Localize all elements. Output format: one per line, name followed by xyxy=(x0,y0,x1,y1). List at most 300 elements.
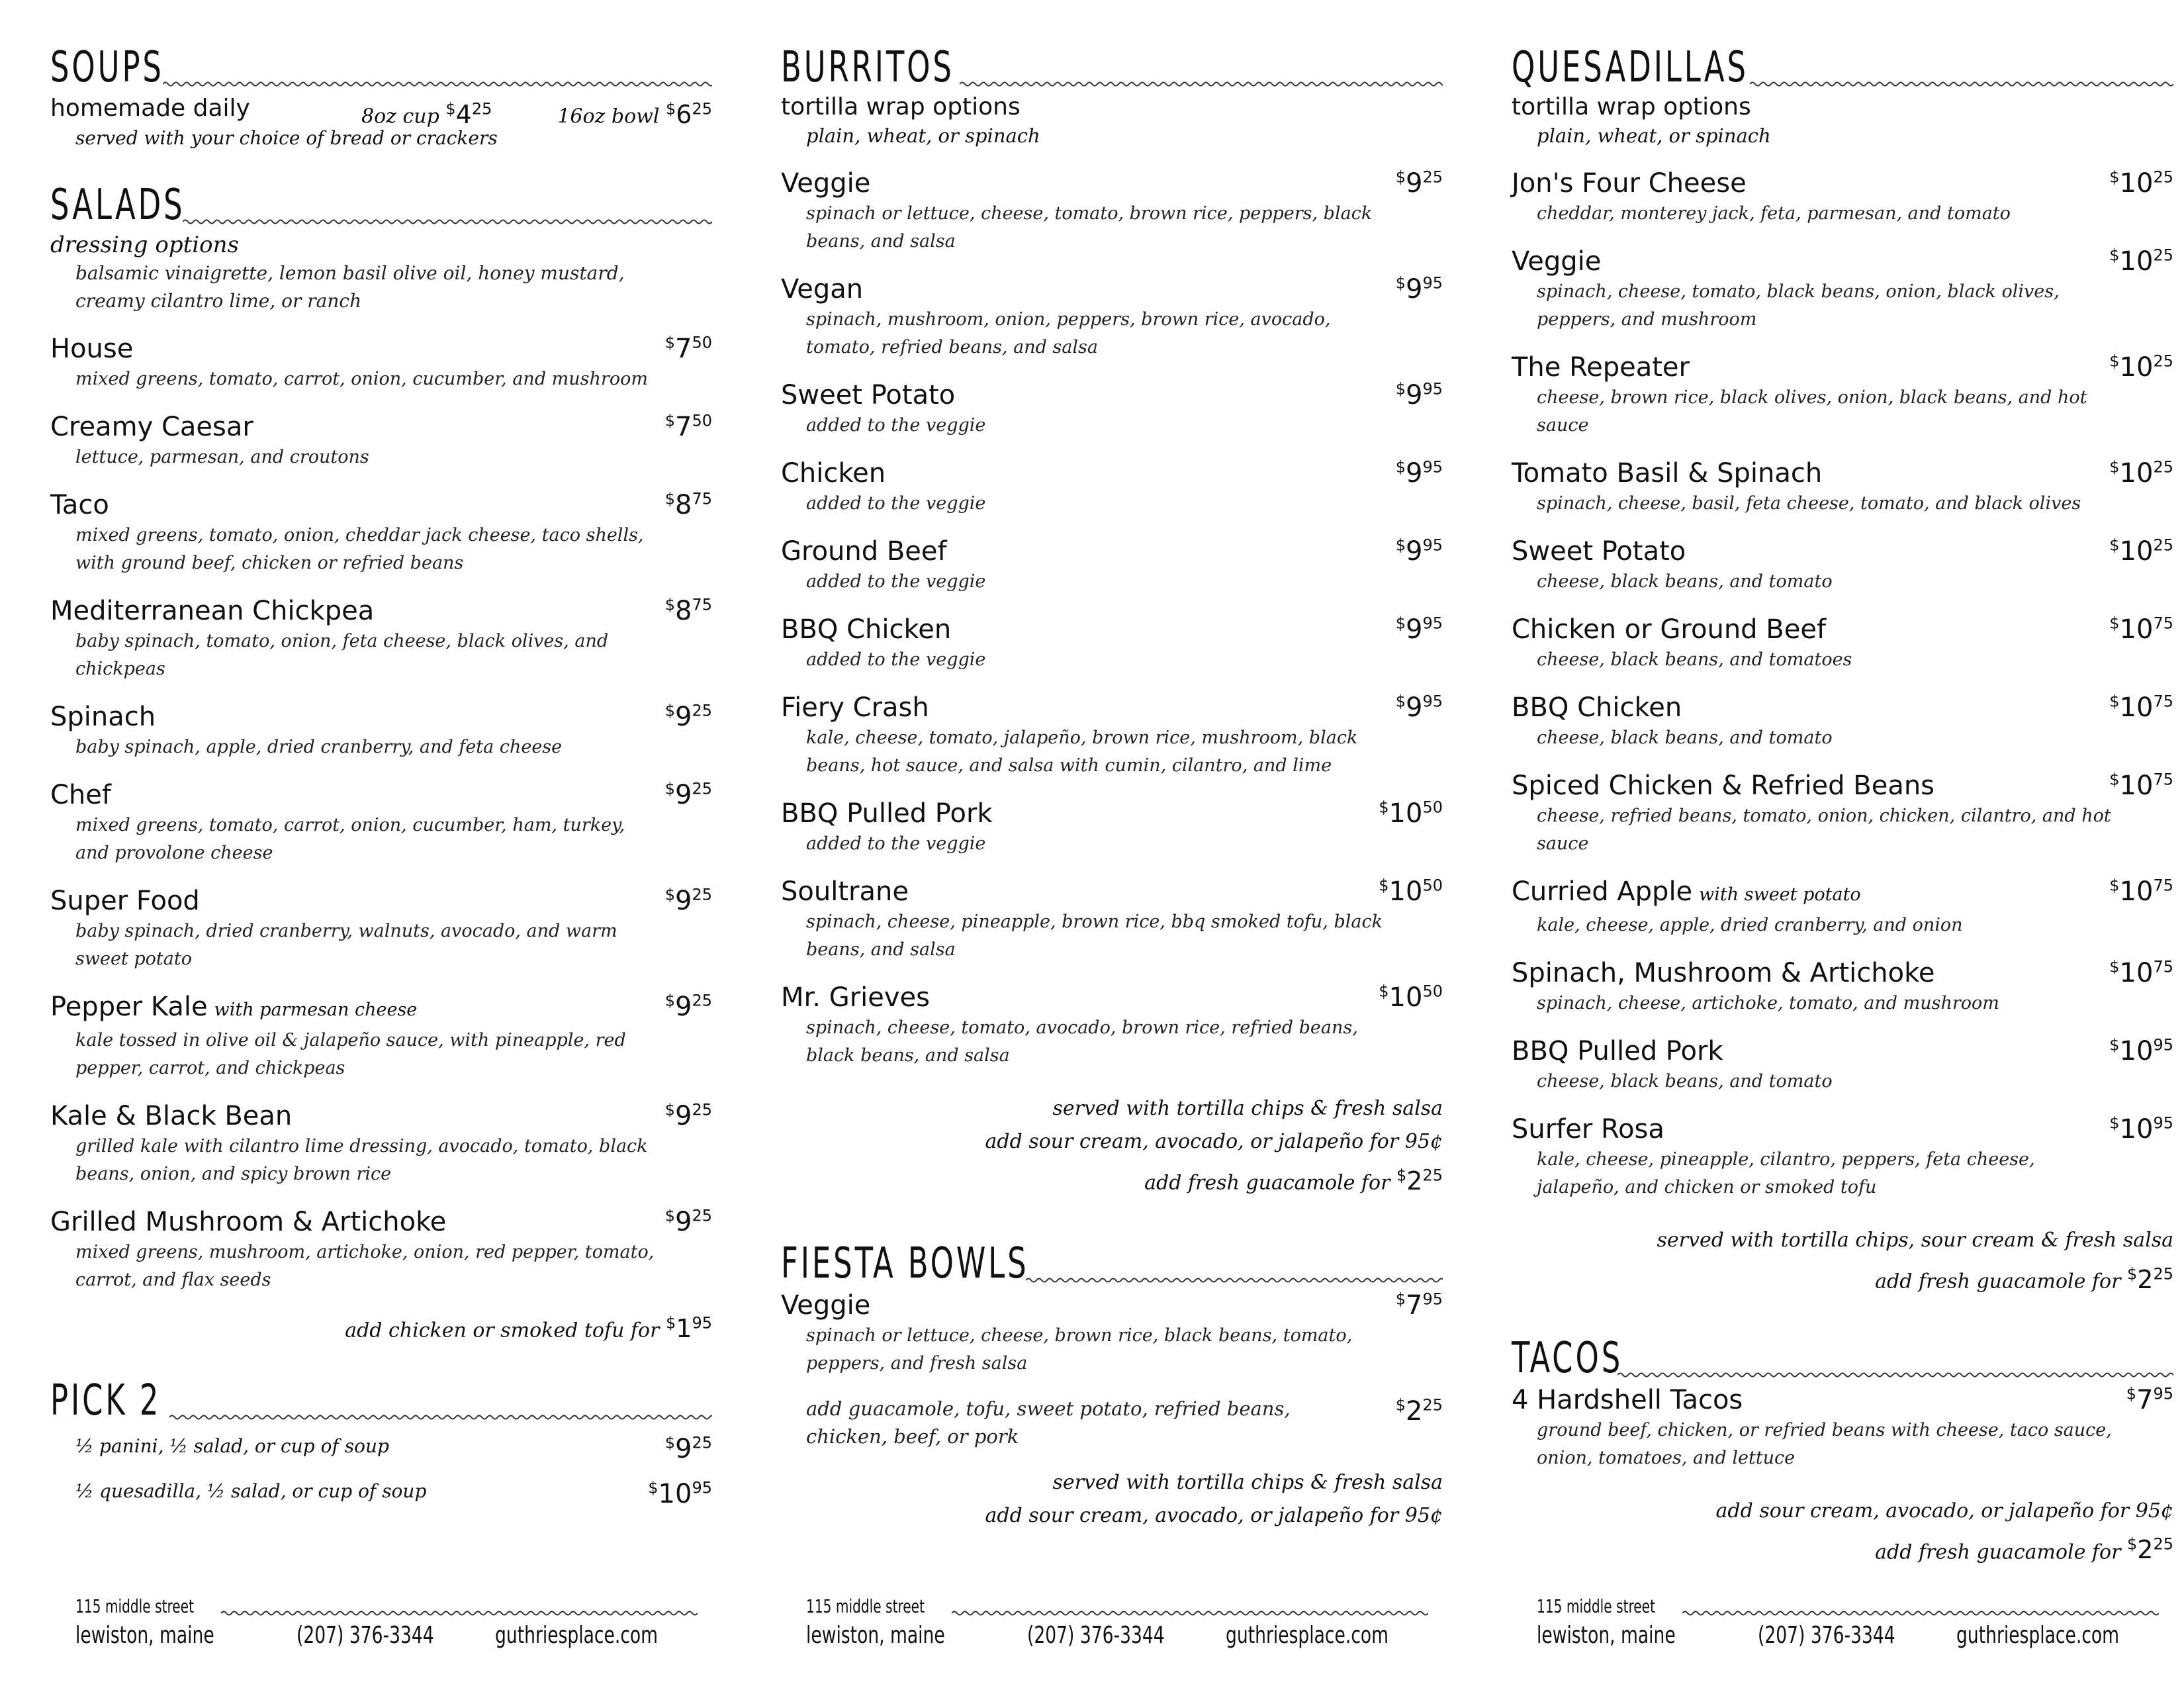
price-dollars: 10 xyxy=(2119,614,2154,645)
menu-item xyxy=(1512,691,2173,752)
price-cents: 95 xyxy=(1422,273,1443,293)
menu-item xyxy=(1512,613,2173,674)
item-name xyxy=(1512,351,2173,384)
item-price xyxy=(2109,1035,2173,1068)
menu-item xyxy=(781,875,1443,964)
item-name xyxy=(1512,457,2173,490)
footer-phone: (207) 376-3344 xyxy=(1758,1622,1895,1649)
currency: $ xyxy=(1395,273,1406,293)
footer-website: guthriesplace.com xyxy=(1226,1622,1389,1649)
wave-path xyxy=(1750,83,2173,86)
price-dollars: 10 xyxy=(1388,876,1423,907)
item-name xyxy=(50,332,712,365)
item-description: mixed greens, tomato, onion, cheddar jack cheese, taco shells, with ground beef, chicken or refried beans xyxy=(75,525,644,573)
item-price xyxy=(2109,957,2173,990)
price-dollars: 10 xyxy=(2119,246,2154,277)
currency: $ xyxy=(664,595,675,614)
wavy-divider xyxy=(1682,1609,2159,1618)
footer-street: 115 middle street xyxy=(1537,1595,1655,1617)
price-cents: 50 xyxy=(692,411,712,430)
price-dollars: 9 xyxy=(675,1433,692,1464)
currency: $ xyxy=(1395,1395,1406,1415)
item-name-text: Curried Apple xyxy=(1512,876,1693,907)
price-cents: 25 xyxy=(692,1206,712,1225)
footer-website: guthriesplace.com xyxy=(495,1622,659,1649)
item-description: added to the veggie xyxy=(806,649,986,670)
currency: $ xyxy=(2109,692,2120,711)
price-cents: 95 xyxy=(2153,1384,2173,1403)
footer-phone: (207) 376-3344 xyxy=(1027,1622,1165,1649)
item-name xyxy=(781,691,1443,724)
item-name xyxy=(781,535,1443,568)
price-cents: 95 xyxy=(2153,1113,2173,1133)
currency: $ xyxy=(1395,614,1406,633)
soups-section xyxy=(50,45,712,152)
item-name xyxy=(781,797,1443,830)
footer-street: 115 middle street xyxy=(75,1595,194,1617)
price-dollars: 7 xyxy=(675,334,692,364)
menu-item xyxy=(1512,167,2173,228)
item-price xyxy=(2109,351,2173,384)
item-description: added to the veggie xyxy=(806,833,986,854)
addon-dollars: 1 xyxy=(676,1313,692,1343)
pick2-section xyxy=(50,1378,712,1516)
price-cents: 75 xyxy=(2153,614,2173,633)
wavy-divider xyxy=(163,79,712,89)
item-description: spinach, cheese, artichoke, tomato, and mushroom xyxy=(1537,993,1999,1013)
menu-item xyxy=(1512,769,2173,858)
price-dollars: 9 xyxy=(1406,458,1423,489)
currency: $ xyxy=(664,779,675,798)
wavy-divider xyxy=(183,217,712,226)
item-name-text: BBQ Chicken xyxy=(781,614,952,645)
item-name-text: Spinach xyxy=(50,702,156,732)
wave-path xyxy=(163,83,712,86)
quesadillas-section xyxy=(1512,45,2173,1299)
burrito-note-addons: add sour cream, avocado, or jalapeño for 95¢ xyxy=(985,1130,1443,1153)
price-dollars: 9 xyxy=(675,886,692,916)
item-name-text: Kale & Black Bean xyxy=(50,1101,293,1131)
item-name xyxy=(50,1100,712,1133)
footer-right xyxy=(1537,1595,2159,1668)
item-name xyxy=(1512,613,2173,646)
item-name-text: Vegan xyxy=(781,274,864,305)
wavy-divider xyxy=(221,1609,698,1618)
burrito-note-chips: served with tortilla chips & fresh salsa xyxy=(1052,1097,1443,1120)
currency: $ xyxy=(2126,1534,2138,1554)
item-name-text: Surfer Rosa xyxy=(1512,1114,1664,1145)
menu-item xyxy=(781,457,1443,518)
item-price xyxy=(665,1100,712,1133)
item-name xyxy=(781,167,1443,200)
item-name xyxy=(50,489,712,522)
item-price xyxy=(665,1432,712,1466)
pick2-header xyxy=(50,1378,712,1426)
item-description: ground beef, chicken, or refried beans with cheese, taco sauce, onion, tomatoes, and lettuce xyxy=(1537,1419,2112,1468)
soups-title: SOUPS xyxy=(50,43,164,92)
salads-title: SALADS xyxy=(50,181,185,230)
wave-path xyxy=(221,1612,698,1615)
item-description: cheese, black beans, and tomato xyxy=(1537,1071,1833,1092)
currency: $ xyxy=(2109,876,2120,895)
quesadilla-note-guac xyxy=(1512,1257,2173,1299)
price-dollars: 10 xyxy=(2119,692,2154,723)
price-cents: 75 xyxy=(2153,957,2173,976)
price-cents: 25 xyxy=(1422,167,1443,187)
price-dollars: 9 xyxy=(1406,692,1423,723)
currency: $ xyxy=(1395,536,1406,555)
price-dollars: 9 xyxy=(675,780,692,810)
burrito-note-guac xyxy=(781,1158,1443,1200)
item-name xyxy=(1512,769,2173,802)
fiesta-addon-text: add guacamole, tofu, sweet potato, refried beans, chicken, beef, or pork xyxy=(806,1397,1291,1448)
item-name xyxy=(50,700,712,733)
burrito-notes xyxy=(781,1092,1443,1200)
menu-item xyxy=(1512,457,2173,518)
price-cents: 25 xyxy=(692,779,712,798)
price-dollars: 9 xyxy=(1406,614,1423,645)
fiesta-header xyxy=(781,1241,1443,1289)
item-price xyxy=(1396,613,1443,646)
item-description: baby spinach, apple, dried cranberry, and feta cheese xyxy=(75,737,563,757)
dressing-options-list: balsamic vinaigrette, lemon basil olive oil, honey mustard, creamy cilantro lime, or ranch xyxy=(75,262,625,312)
price-cents: 25 xyxy=(2153,457,2173,477)
footer-website: guthriesplace.com xyxy=(1956,1622,2120,1649)
wave-path xyxy=(183,220,712,224)
price-cents: 75 xyxy=(692,595,712,614)
item-name-text: Veggie xyxy=(781,168,871,199)
item-description: mixed greens, mushroom, artichoke, onion, red pepper, tomato, carrot, and flax seeds xyxy=(75,1242,655,1290)
item-price xyxy=(1396,273,1443,306)
item-name-text: Veggie xyxy=(1512,246,1602,277)
price-dollars: 10 xyxy=(2119,958,2154,988)
item-name xyxy=(1512,245,2173,278)
currency: $ xyxy=(1395,167,1406,187)
item-description: cheddar, monterey jack, feta, parmesan, and tomato xyxy=(1537,203,2011,224)
price-dollars: 10 xyxy=(2119,458,2154,489)
menu-item xyxy=(781,535,1443,596)
taco-note-guac xyxy=(1512,1528,2173,1570)
price-dollars: 9 xyxy=(1406,274,1423,305)
item-description: kale tossed in olive oil & jalapeño sauce, with pineapple, red pepper, carrot, and chickpeas xyxy=(75,1030,626,1078)
guac-text: add fresh guacamole for xyxy=(1875,1270,2121,1293)
wavy-divider xyxy=(1026,1276,1443,1285)
bowl-cents: 25 xyxy=(692,99,712,118)
item-name-text: Pepper Kale xyxy=(50,992,208,1022)
footer-city: lewiston, maine xyxy=(806,1622,945,1649)
item-description: spinach, cheese, tomato, avocado, brown rice, refried beans, black beans, and salsa xyxy=(806,1017,1358,1066)
item-name-note: with sweet potato xyxy=(1699,884,1861,905)
wavy-divider xyxy=(169,1413,712,1422)
price-dollars: 10 xyxy=(658,1478,692,1509)
price-dollars: 10 xyxy=(1388,798,1423,829)
price-dollars: 10 xyxy=(2119,536,2154,567)
price-cents: 25 xyxy=(692,1433,712,1452)
item-name-text: Grilled Mushroom & Artichoke xyxy=(50,1207,447,1237)
item-price xyxy=(665,1205,712,1239)
menu-item xyxy=(50,489,712,577)
price-cents: 50 xyxy=(1422,982,1443,1001)
quesadillas-list xyxy=(1512,167,2173,1201)
currency: $ xyxy=(2126,1264,2138,1283)
wavy-divider xyxy=(1750,79,2173,89)
item-name-text: Sweet Potato xyxy=(1512,536,1686,567)
quesadillas-title: QUESADILLAS xyxy=(1512,43,1749,92)
wave-path xyxy=(952,1612,1428,1615)
soup-price-row xyxy=(50,93,712,129)
price-dollars: 9 xyxy=(675,1101,692,1131)
quesadilla-note-chips: served with tortilla chips, sour cream & fresh salsa xyxy=(1657,1229,2173,1252)
currency: $ xyxy=(2109,770,2120,789)
item-name-text: Tomato Basil & Spinach xyxy=(1512,458,1823,489)
currency: $ xyxy=(665,99,676,118)
currency: $ xyxy=(445,99,456,118)
price-dollars: 9 xyxy=(675,992,692,1022)
price-dollars: 10 xyxy=(2119,352,2154,383)
soup-note: served with your choice of bread or crackers xyxy=(75,127,498,149)
item-name-text: Sweet Potato xyxy=(781,380,956,410)
item-name xyxy=(781,457,1443,490)
soup-label: homemade daily xyxy=(50,95,250,122)
item-price xyxy=(1379,981,1443,1014)
item-name xyxy=(781,273,1443,306)
price-dollars: 10 xyxy=(2119,876,2154,907)
item-description: baby spinach, tomato, onion, feta cheese, black olives, and chickpeas xyxy=(75,631,609,679)
cup-label: 8oz cup xyxy=(361,105,439,128)
item-description: mixed greens, tomato, carrot, onion, cucumber, and mushroom xyxy=(75,369,648,389)
fiesta-note-chips: served with tortilla chips & fresh salsa xyxy=(1052,1470,1443,1494)
item-name-note: with parmesan cheese xyxy=(214,1000,418,1020)
item-description: added to the veggie xyxy=(806,493,986,514)
footer-middle xyxy=(806,1595,1428,1668)
soups-header xyxy=(50,45,712,93)
item-price xyxy=(2109,457,2173,490)
guac-cents: 25 xyxy=(2153,1534,2173,1554)
cup-cents: 25 xyxy=(471,99,492,118)
item-price xyxy=(1396,1289,1443,1322)
wavy-divider xyxy=(1617,1370,2173,1380)
item-name-text: The Repeater xyxy=(1512,352,1690,383)
item-description: lettuce, parmesan, and croutons xyxy=(75,447,369,467)
wrap-options-heading: tortilla wrap options xyxy=(1512,93,1751,120)
wavy-divider xyxy=(952,1609,1428,1618)
price-cents: 95 xyxy=(1422,457,1443,477)
item-name xyxy=(1512,957,2173,990)
currency: $ xyxy=(664,991,675,1010)
taco-notes xyxy=(1512,1495,2173,1570)
item-name xyxy=(50,1205,712,1239)
item-name-text: Ground Beef xyxy=(781,536,947,567)
footer-city: lewiston, maine xyxy=(75,1622,214,1649)
item-description: cheese, brown rice, black olives, onion, black beans, and hot sauce xyxy=(1537,387,2087,436)
price-cents: 25 xyxy=(2153,352,2173,371)
burritos-list xyxy=(781,167,1443,1070)
wave-path xyxy=(169,1415,712,1419)
menu-item xyxy=(1512,1383,2173,1472)
price-cents: 95 xyxy=(2153,1035,2173,1055)
addon-text: add chicken or smoked tofu for xyxy=(345,1319,660,1342)
fiesta-note-addons: add sour cream, avocado, or jalapeño for 95¢ xyxy=(985,1503,1443,1527)
currency: $ xyxy=(2109,167,2120,187)
item-name-text: Chef xyxy=(50,780,111,810)
menu-item xyxy=(1512,1113,2173,1201)
menu-item xyxy=(1512,957,2173,1017)
item-price xyxy=(1396,379,1443,412)
menu-item xyxy=(1512,245,2173,334)
menu-item xyxy=(50,594,712,683)
item-description: kale, cheese, apple, dried cranberry, and onion xyxy=(1537,915,1963,935)
item-price xyxy=(665,778,712,812)
price-cents: 25 xyxy=(2153,536,2173,555)
price-cents: 25 xyxy=(2153,246,2173,265)
footer-phone: (207) 376-3344 xyxy=(296,1622,434,1649)
currency: $ xyxy=(664,1100,675,1119)
item-price xyxy=(1379,797,1443,830)
item-name xyxy=(781,1289,1443,1322)
item-name-text: Chicken or Ground Beef xyxy=(1512,614,1827,645)
currency: $ xyxy=(665,1313,676,1332)
addon-cents: 25 xyxy=(1422,1395,1443,1415)
item-name-text: Spiced Chicken & Refried Beans xyxy=(1512,771,1935,801)
price-cents: 25 xyxy=(2153,167,2173,187)
price-cents: 25 xyxy=(692,1100,712,1119)
wavy-divider xyxy=(960,79,1443,89)
item-description: cheese, black beans, and tomato xyxy=(1537,727,1833,748)
item-price xyxy=(665,332,712,365)
item-price xyxy=(665,594,712,628)
menu-item xyxy=(781,797,1443,858)
menu-item xyxy=(50,332,712,393)
menu-item xyxy=(1512,351,2173,440)
item-description: added to the veggie xyxy=(806,415,986,436)
currency: $ xyxy=(2109,1113,2120,1133)
item-price xyxy=(2126,1383,2173,1417)
item-price xyxy=(1379,875,1443,908)
item-description: spinach or lettuce, cheese, brown rice, black beans, tomato, peppers, and fresh salsa xyxy=(806,1325,1353,1374)
item-price xyxy=(665,884,712,917)
menu-item xyxy=(781,981,1443,1070)
item-name xyxy=(1512,167,2173,200)
item-name xyxy=(50,594,712,628)
item-name xyxy=(50,990,712,1027)
guac-dollars: 2 xyxy=(2137,1535,2154,1565)
item-price xyxy=(665,489,712,522)
item-name xyxy=(50,410,712,444)
pick2-option xyxy=(50,1426,712,1471)
wave-path xyxy=(960,83,1443,86)
price-dollars: 10 xyxy=(1388,982,1423,1013)
currency: $ xyxy=(664,411,675,430)
currency: $ xyxy=(664,1433,675,1452)
currency: $ xyxy=(1395,457,1406,477)
wave-path xyxy=(1682,1612,2159,1615)
menu-item xyxy=(781,1289,1443,1378)
price-cents: 25 xyxy=(692,885,712,904)
wrap-options-list: plain, wheat, or spinach xyxy=(806,124,1040,147)
menu-item xyxy=(50,1205,712,1294)
item-price xyxy=(2109,535,2173,568)
currency: $ xyxy=(648,1478,659,1497)
item-description: added to the veggie xyxy=(806,571,986,592)
item-name xyxy=(781,981,1443,1014)
item-price xyxy=(2109,691,2173,724)
price-dollars: 10 xyxy=(2119,771,2154,801)
cup-dollars: 4 xyxy=(455,99,472,129)
salad-addon-note xyxy=(50,1306,712,1348)
currency: $ xyxy=(1396,1166,1407,1184)
price-cents: 25 xyxy=(692,991,712,1010)
price-dollars: 10 xyxy=(2119,1036,2154,1066)
burritos-header xyxy=(781,45,1443,93)
currency: $ xyxy=(1379,876,1389,895)
item-description: spinach, cheese, tomato, black beans, onion, black olives, peppers, and mushroom xyxy=(1537,281,2060,330)
salads-section xyxy=(50,183,712,1348)
item-price xyxy=(2109,245,2173,278)
item-description: spinach or lettuce, cheese, tomato, brown rice, peppers, black beans, and salsa xyxy=(806,203,1373,252)
currency: $ xyxy=(1379,982,1389,1001)
guac-text: add fresh guacamole for xyxy=(1875,1540,2121,1564)
quesadilla-notes xyxy=(1512,1224,2173,1299)
price-dollars: 7 xyxy=(2136,1384,2154,1415)
currency: $ xyxy=(664,333,675,352)
menu-item xyxy=(1512,535,2173,596)
price-cents: 95 xyxy=(692,1478,712,1497)
item-description: cheese, refried beans, tomato, onion, chicken, cilantro, and hot sauce xyxy=(1537,806,2111,854)
price-dollars: 8 xyxy=(675,596,692,626)
price-dollars: 10 xyxy=(2119,168,2154,199)
fiesta-section xyxy=(781,1241,1443,1532)
item-description: kale, cheese, pineapple, cilantro, peppers, feta cheese, jalapeño, and chicken or smoked tofu xyxy=(1537,1149,2035,1197)
currency: $ xyxy=(2109,536,2120,555)
item-name-text: House xyxy=(50,334,134,364)
item-name xyxy=(1512,1035,2173,1068)
tacos-list xyxy=(1512,1383,2173,1472)
salads-header xyxy=(50,183,712,230)
item-name-text: Spinach, Mushroom & Artichoke xyxy=(1512,958,1935,988)
item-name-text: Mr. Grieves xyxy=(781,982,930,1013)
item-name-text: Fiery Crash xyxy=(781,692,929,723)
tacos-title: TACOS xyxy=(1512,1333,1623,1383)
item-name-text: BBQ Chicken xyxy=(1512,692,1682,723)
currency: $ xyxy=(1395,1289,1406,1309)
item-description: baby spinach, dried cranberry, walnuts, avocado, and warm sweet potato xyxy=(75,921,617,969)
currency: $ xyxy=(1395,379,1406,399)
fiesta-notes xyxy=(781,1466,1443,1532)
currency: $ xyxy=(664,701,675,720)
menu-item xyxy=(50,1100,712,1188)
item-price xyxy=(1396,457,1443,490)
pick2-option-text: ½ quesadilla, ½ salad, or cup of soup xyxy=(75,1479,427,1502)
item-price xyxy=(1396,535,1443,568)
price-cents: 95 xyxy=(1422,614,1443,633)
item-name-text: Mediterranean Chickpea xyxy=(50,596,375,626)
tacos-header xyxy=(1512,1333,2173,1383)
price-dollars: 7 xyxy=(675,412,692,442)
price-cents: 75 xyxy=(2153,770,2173,789)
currency: $ xyxy=(2109,246,2120,265)
wrap-options-heading: tortilla wrap options xyxy=(781,93,1021,120)
item-name xyxy=(1512,535,2173,568)
item-name-text: Chicken xyxy=(781,458,886,489)
item-name-text: Soultrane xyxy=(781,876,909,907)
item-price xyxy=(2109,769,2173,802)
currency: $ xyxy=(2109,957,2120,976)
price-cents: 25 xyxy=(692,701,712,720)
price-dollars: 9 xyxy=(1406,380,1423,410)
price-dollars: 8 xyxy=(675,490,692,520)
item-price xyxy=(665,410,712,444)
currency: $ xyxy=(664,1206,675,1225)
